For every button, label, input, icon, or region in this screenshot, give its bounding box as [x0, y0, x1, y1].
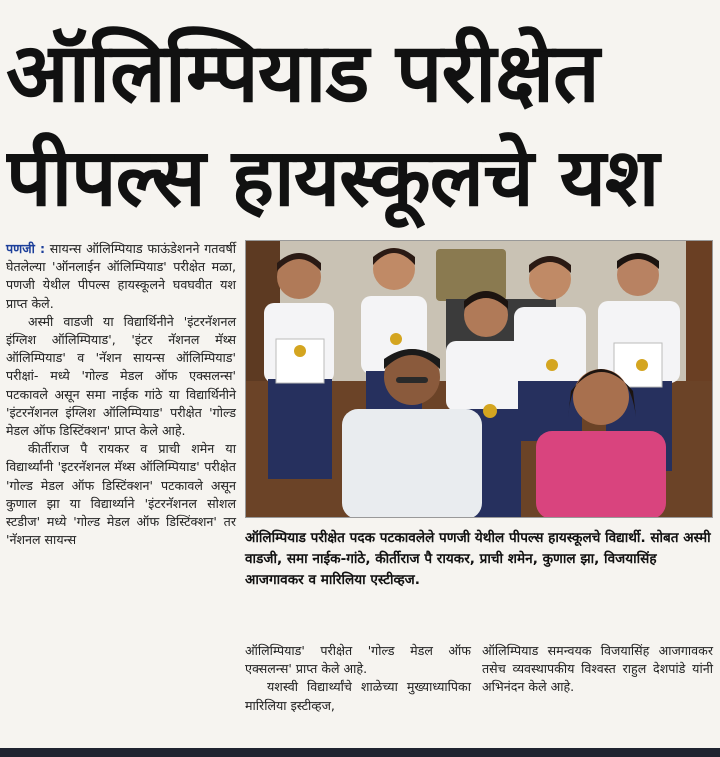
- article-para1-text: सायन्स ऑलिम्पियाड फाऊंडेशनने गतवर्षी घेतलेल्या 'ऑनलाईन ऑलिम्पियाड' परीक्षेत मळा, पणजी येथील पीपल्स हायस्कूलने घवघवीत यश प्राप्त केले.: [6, 241, 237, 311]
- headline-line-1: ऑलिम्पियाड परीक्षेत: [6, 26, 599, 121]
- article-paragraph-5: यशस्वी विद्यार्थ्यांचे शाळेच्या मुख्याध्यापिका मारिलिया इस्टीव्हज,: [245, 679, 471, 713]
- article-column-left: [6, 240, 236, 549]
- article-paragraph-4: ऑलिम्पियाड' परीक्षेत 'गोल्ड मेडल ऑफ एक्सलन्स' प्राप्त केले आहे.: [245, 643, 471, 677]
- photo-caption: ऑलिम्पियाड परीक्षेत पदक पटकावलेले पणजी येथील पीपल्स हायस्कूलचे विद्यार्थी. सोबत अस्मी वाडजी, समा नाईक-गांठे, कीर्तीराज पै रायकर, प्राची शमेन, कुणाल झा, विजयासिंह आजगावकर व मारिलिया एस्टीव्हज.: [245, 530, 711, 588]
- article-paragraph-2: अस्मी वाडजी या विद्यार्थिनीने 'इंटरनॅशनल इंग्लिश ऑलिम्पियाड', 'इंटर नॅशनल मॅथ्स ऑलिम्पियाड' व 'नॅशन सायन्स ऑलिम्पियाड' परीक्षां- मध्ये 'गोल्ड मेडल ऑफ एक्सलन्स' पटकावले असून समा नाईक गांठे या विद्यार्थिनीने 'इंटरनॅशनल इंग्लिश ऑलिम्पियाड' परीक्षेत 'गोल्ड मेडल ऑफ डिस्टिंक्शन' प्राप्त केले आहे.: [6, 313, 236, 439]
- dateline: पणजी :: [6, 241, 46, 256]
- bottom-edge-bar: [0, 748, 720, 757]
- headline-line-2: पीपल्स हायस्कूलचे यश: [6, 131, 659, 224]
- article-paragraph-1: [6, 240, 236, 313]
- article-paragraph-3: कीर्तीराज पै रायकर व प्राची शमेन या विद्यार्थ्यांनी 'इटरनॅशनल मॅथ्स ऑलिम्पियाड' परीक्षेत 'गोल्ड मेडल ऑफ डिस्टिंक्शन' पटकावले असून कुणाल झा या विद्यार्थ्याने 'इंटरनॅशनल सोशल स्टडीज' मध्ये 'गोल्ड मेडल ऑफ डिस्टिंक्शन' तर 'नॅशनल सायन्स: [6, 441, 236, 548]
- article-paragraph-6: ऑलिम्पियाड समन्वयक विजयासिंह आजगावकर तसेच व्यवस्थापकीय विश्वस्त राहुल देशपांडे यांनी अभिनंदन केले आहे.: [482, 643, 713, 695]
- article-column-right: [482, 642, 713, 697]
- article-column-middle: [245, 642, 471, 715]
- students-group-photo: [246, 241, 713, 518]
- news-photo: [245, 240, 713, 518]
